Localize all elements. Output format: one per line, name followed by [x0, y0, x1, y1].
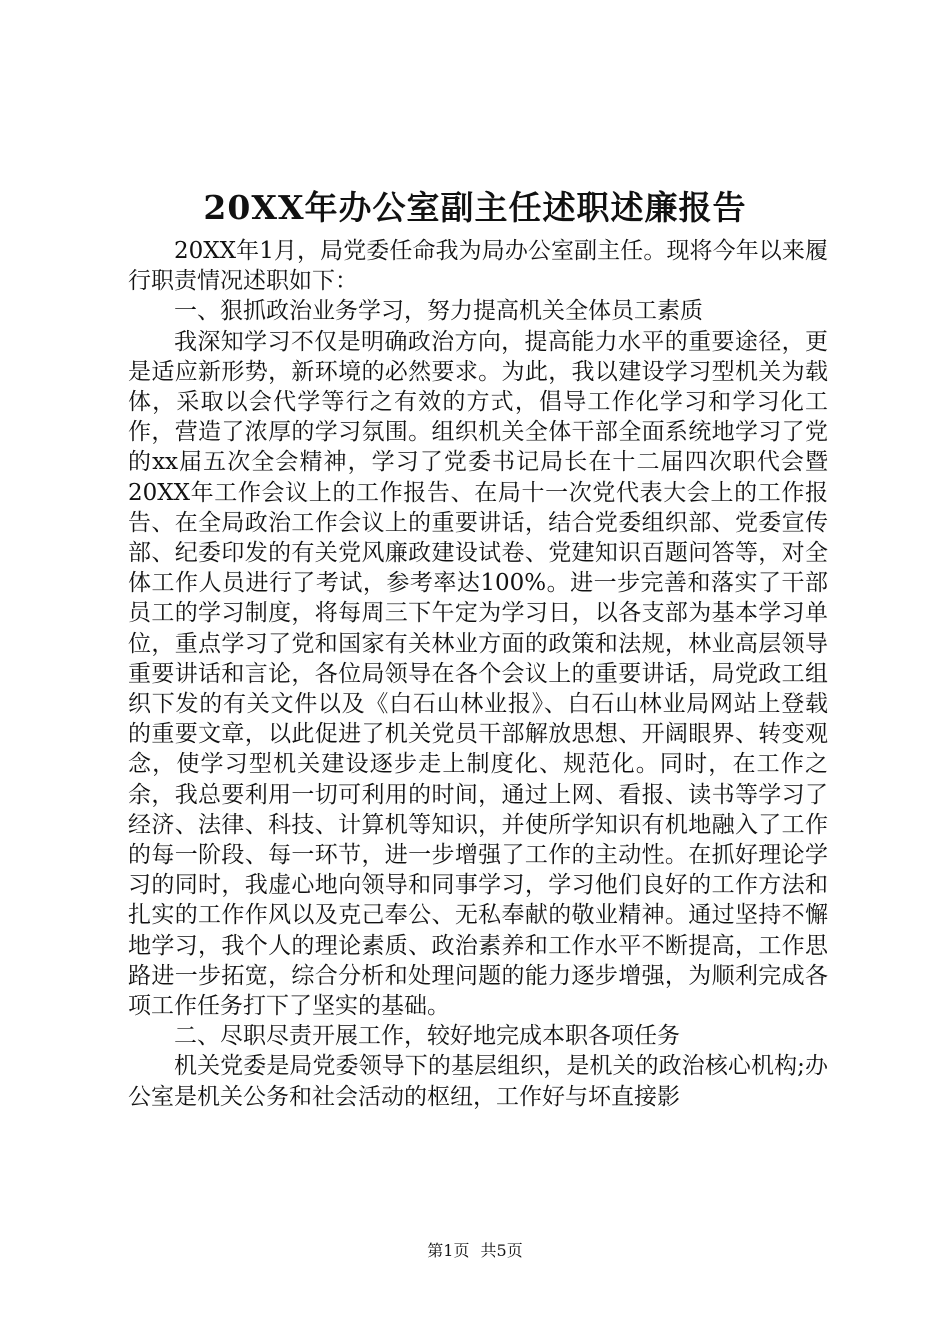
section-heading-1: 一、狠抓政治业务学习，努力提高机关全体员工素质	[174, 298, 703, 325]
paragraph-study: 我深知学习不仅是明确政治方向，提高能力水平的重要途径，更是适应新形势，新环境的必然要求。为此，我以建设学习型机关为载体，采取以会代学等行之有效的方式，倡导工作化学习和学习化工作，营造了浓厚的学习氛围。组织机关全体干部全面系统地学习了党的xx届五次全会精神，学习了党委书记局长在十二届四次职代会暨20XX年工作会议上的工作报告、在局十一次党代表大会上的工作报告、在全局政治工作会议上的重要讲话，结合党委组织部、党委宣传部、纪委印发的有关党风廉政建设试卷、党建知识百题问答等，对全体工作人员进行了考试，参考率达100%。进一步完善和落实了干部员工的学习制度，将每周三下午定为学习日，以各支部为基本学习单位，重点学习了党和国家有关林业方面的政策和法规，林业高层领导重要讲话和言论，各位局领导在各个会议上的重要讲话，局党政工组织下发的有关文件以及《白石山林业报》、白石山林业局网站上登载的重要文章，以此促进了机关党员干部解放思想、开阔眼界、转变观念，使学习型机关建设逐步走上制度化、规范化。同时，在工作之余，我总要利用一切可利用的时间，通过上网、看报、读书等学习了经济、法律、科技、计算机等知识，并使所学知识有机地融入了工作的每一阶段、每一环节，进一步增强了工作的主动性。在抓好理论学习的同时，我虚心地向领导和同事学习，学习他们良好的工作方法和扎实的工作作风以及克己奉公、无私奉献的敬业精神。通过坚持不懈地学习，我个人的理论素质、政治素养和工作水平不断提高，工作思路进一步拓宽，综合分析和处理问题的能力逐步增强，为顺利完成各项工作任务打下了坚实的基础。	[128, 328, 828, 1020]
document-title: 20XX年办公室副主任述职述廉报告	[203, 188, 747, 227]
page-footer: 第1页 共5页	[427, 1241, 523, 1260]
paragraph-intro: 20XX年1月，局党委任命我为局办公室副主任。现将今年以来履行职责情况述职如下：	[128, 238, 828, 295]
section-heading-2: 二、尽职尽责开展工作，较好地完成本职各项任务	[174, 1023, 680, 1050]
paragraph-duties: 机关党委是局党委领导下的基层组织，是机关的政治核心机构;办公室是机关公务和社会活动的枢纽，工作好与坏直接影	[128, 1053, 828, 1110]
document-body	[128, 236, 828, 1112]
